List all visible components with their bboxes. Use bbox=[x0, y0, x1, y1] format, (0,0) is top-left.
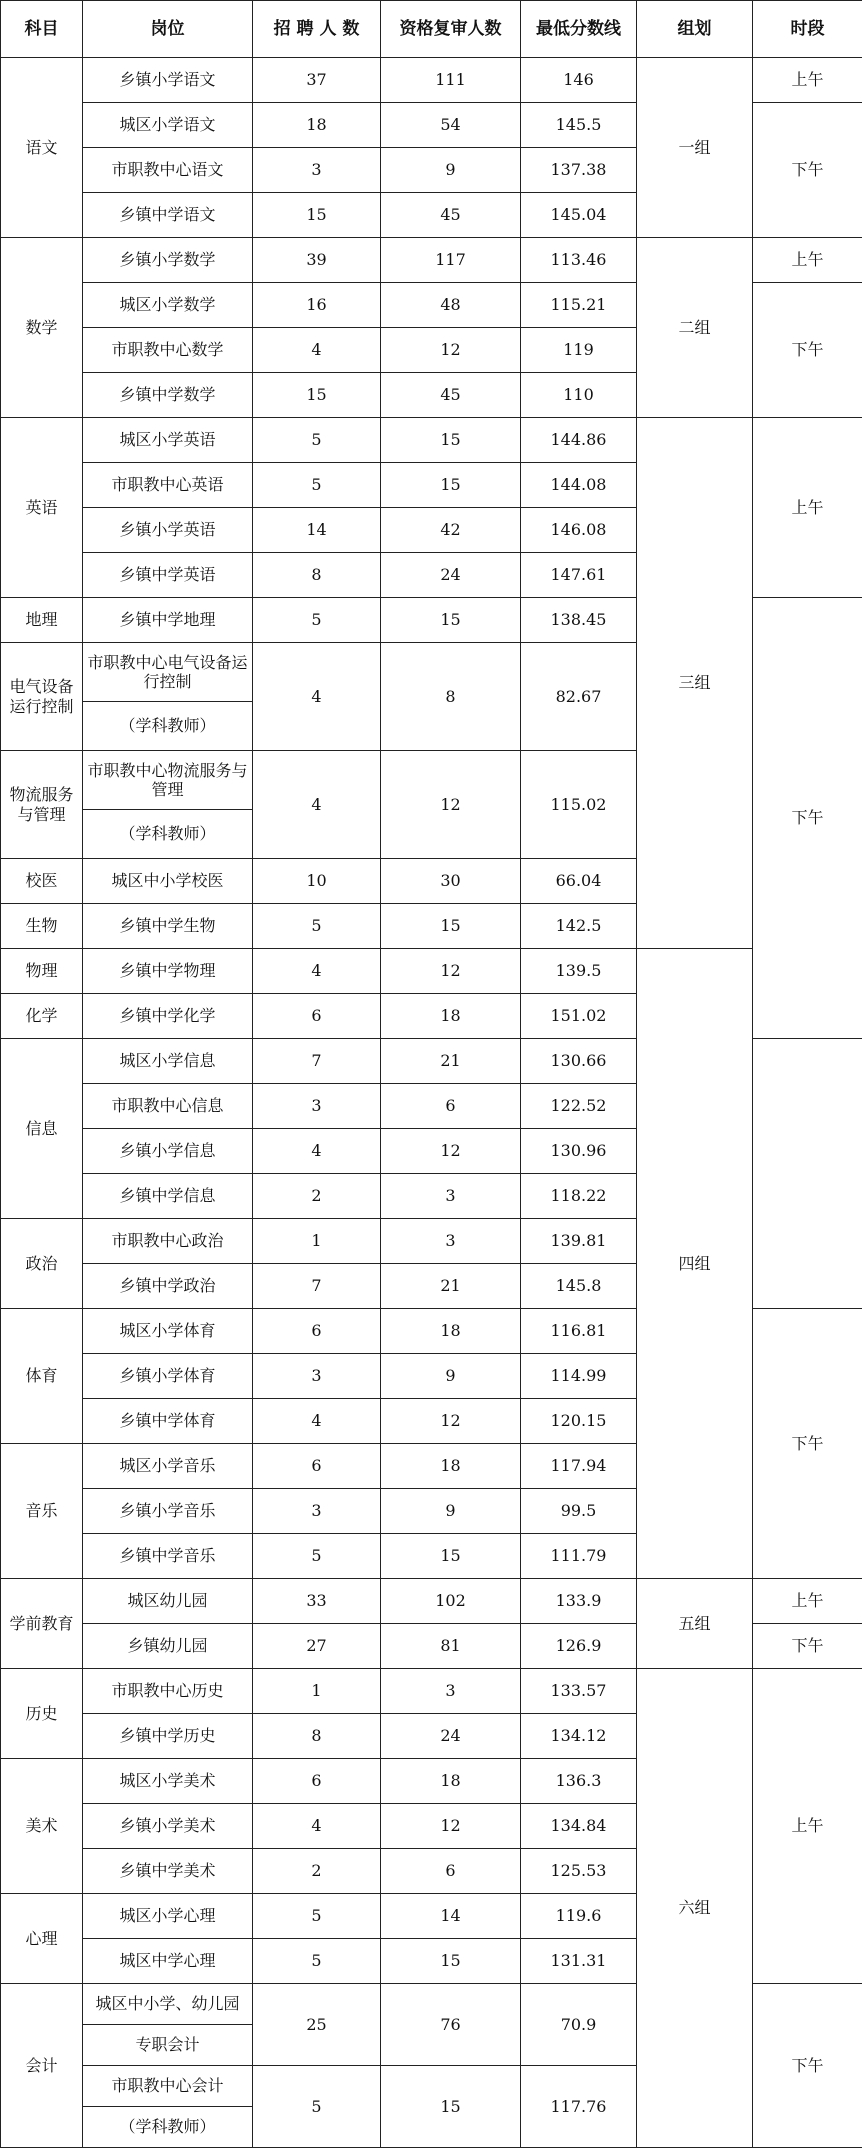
score-cell: 139.81 bbox=[521, 1219, 637, 1264]
recruit-cell: 16 bbox=[253, 283, 381, 328]
score-cell: 130.66 bbox=[521, 1039, 637, 1084]
group-cell: 五组 bbox=[637, 1579, 753, 1669]
recruit-cell: 15 bbox=[253, 193, 381, 238]
recruit-cell: 4 bbox=[253, 751, 381, 859]
position-cell: 乡镇中学语文 bbox=[83, 193, 253, 238]
position-cell: 乡镇小学英语 bbox=[83, 508, 253, 553]
review-cell: 48 bbox=[381, 283, 521, 328]
score-cell: 144.08 bbox=[521, 463, 637, 508]
review-cell: 3 bbox=[381, 1174, 521, 1219]
position-cell: 乡镇中学政治 bbox=[83, 1264, 253, 1309]
position-cell: 乡镇中学美术 bbox=[83, 1849, 253, 1894]
table-row bbox=[1, 238, 862, 283]
subject-cell: 会计 bbox=[1, 1984, 83, 2148]
review-cell: 9 bbox=[381, 1489, 521, 1534]
position-cell: 乡镇中学化学 bbox=[83, 994, 253, 1039]
subject-cell: 生物 bbox=[1, 904, 83, 949]
position-cell: 城区小学美术 bbox=[83, 1759, 253, 1804]
recruit-cell: 8 bbox=[253, 553, 381, 598]
recruit-cell: 5 bbox=[253, 2066, 381, 2148]
score-cell: 125.53 bbox=[521, 1849, 637, 1894]
position-cell: 市职教中心物流服务与管理 bbox=[83, 751, 253, 810]
review-cell: 12 bbox=[381, 751, 521, 859]
period-cell: 下午 bbox=[753, 1309, 862, 1579]
review-cell: 14 bbox=[381, 1894, 521, 1939]
position-note-cell: 专职会计 bbox=[83, 2025, 253, 2066]
review-cell: 76 bbox=[381, 1984, 521, 2066]
review-cell: 54 bbox=[381, 103, 521, 148]
recruit-cell: 6 bbox=[253, 994, 381, 1039]
score-cell: 130.96 bbox=[521, 1129, 637, 1174]
position-cell: 城区小学数学 bbox=[83, 283, 253, 328]
subject-cell: 政治 bbox=[1, 1219, 83, 1309]
review-cell: 6 bbox=[381, 1084, 521, 1129]
period-cell: 下午 bbox=[753, 1984, 862, 2148]
position-cell: 市职教中心语文 bbox=[83, 148, 253, 193]
header-period: 时段 bbox=[753, 1, 862, 58]
position-cell: 乡镇中学地理 bbox=[83, 598, 253, 643]
review-cell: 12 bbox=[381, 1399, 521, 1444]
subject-cell: 地理 bbox=[1, 598, 83, 643]
review-cell: 45 bbox=[381, 373, 521, 418]
score-cell: 82.67 bbox=[521, 643, 637, 751]
position-cell: 乡镇小学美术 bbox=[83, 1804, 253, 1849]
review-cell: 12 bbox=[381, 1804, 521, 1849]
review-cell: 12 bbox=[381, 1129, 521, 1174]
recruit-cell: 18 bbox=[253, 103, 381, 148]
header-review: 资格复审人数 bbox=[381, 1, 521, 58]
score-cell: 151.02 bbox=[521, 994, 637, 1039]
position-cell: 城区小学心理 bbox=[83, 1894, 253, 1939]
review-cell: 102 bbox=[381, 1579, 521, 1624]
score-cell: 117.76 bbox=[521, 2066, 637, 2148]
group-cell: 二组 bbox=[637, 238, 753, 418]
group-cell: 四组 bbox=[637, 949, 753, 1579]
score-cell: 116.81 bbox=[521, 1309, 637, 1354]
score-cell: 134.84 bbox=[521, 1804, 637, 1849]
score-cell: 110 bbox=[521, 373, 637, 418]
recruit-cell: 4 bbox=[253, 949, 381, 994]
review-cell: 15 bbox=[381, 463, 521, 508]
table-row bbox=[1, 58, 862, 103]
review-cell: 24 bbox=[381, 553, 521, 598]
period-cell: 上午 bbox=[753, 1669, 862, 1984]
score-cell: 131.31 bbox=[521, 1939, 637, 1984]
subject-cell: 电气设备运行控制 bbox=[1, 643, 83, 751]
position-cell: 市职教中心英语 bbox=[83, 463, 253, 508]
position-cell: 城区小学英语 bbox=[83, 418, 253, 463]
period-cell: 上午 bbox=[753, 418, 862, 598]
review-cell: 111 bbox=[381, 58, 521, 103]
position-cell: 乡镇中学生物 bbox=[83, 904, 253, 949]
review-cell: 15 bbox=[381, 1534, 521, 1579]
table-row bbox=[1, 949, 862, 994]
review-cell: 3 bbox=[381, 1219, 521, 1264]
subject-cell: 学前教育 bbox=[1, 1579, 83, 1669]
recruit-cell: 5 bbox=[253, 904, 381, 949]
recruit-cell: 5 bbox=[253, 463, 381, 508]
recruit-cell: 3 bbox=[253, 1354, 381, 1399]
review-cell: 15 bbox=[381, 2066, 521, 2148]
recruit-cell: 8 bbox=[253, 1714, 381, 1759]
score-cell: 146.08 bbox=[521, 508, 637, 553]
score-cell: 145.8 bbox=[521, 1264, 637, 1309]
position-cell: 乡镇中学体育 bbox=[83, 1399, 253, 1444]
subject-cell: 音乐 bbox=[1, 1444, 83, 1579]
recruit-cell: 4 bbox=[253, 1804, 381, 1849]
table-row bbox=[1, 418, 862, 463]
position-cell: 市职教中心会计 bbox=[83, 2066, 253, 2107]
recruit-cell: 10 bbox=[253, 859, 381, 904]
review-cell: 9 bbox=[381, 148, 521, 193]
score-cell: 118.22 bbox=[521, 1174, 637, 1219]
recruit-cell: 1 bbox=[253, 1219, 381, 1264]
score-cell: 119.6 bbox=[521, 1894, 637, 1939]
score-cell: 139.5 bbox=[521, 949, 637, 994]
subject-cell: 英语 bbox=[1, 418, 83, 598]
recruit-cell: 3 bbox=[253, 1489, 381, 1534]
subject-cell: 物理 bbox=[1, 949, 83, 994]
score-cell: 122.52 bbox=[521, 1084, 637, 1129]
recruit-cell: 6 bbox=[253, 1759, 381, 1804]
review-cell: 45 bbox=[381, 193, 521, 238]
period-cell: 上午 bbox=[753, 58, 862, 103]
position-cell: 乡镇幼儿园 bbox=[83, 1624, 253, 1669]
subject-cell: 校医 bbox=[1, 859, 83, 904]
position-cell: 乡镇小学信息 bbox=[83, 1129, 253, 1174]
position-cell: 城区小学体育 bbox=[83, 1309, 253, 1354]
score-cell: 117.94 bbox=[521, 1444, 637, 1489]
score-cell: 114.99 bbox=[521, 1354, 637, 1399]
recruit-cell: 39 bbox=[253, 238, 381, 283]
review-cell: 12 bbox=[381, 328, 521, 373]
group-cell: 一组 bbox=[637, 58, 753, 238]
review-cell: 8 bbox=[381, 643, 521, 751]
recruit-cell: 5 bbox=[253, 1894, 381, 1939]
header-position: 岗位 bbox=[83, 1, 253, 58]
score-cell: 70.9 bbox=[521, 1984, 637, 2066]
position-cell: 城区小学音乐 bbox=[83, 1444, 253, 1489]
review-cell: 24 bbox=[381, 1714, 521, 1759]
score-cell: 137.38 bbox=[521, 148, 637, 193]
recruit-cell: 14 bbox=[253, 508, 381, 553]
subject-cell: 物流服务与管理 bbox=[1, 751, 83, 859]
header-group: 组划 bbox=[637, 1, 753, 58]
period-cell: 下午 bbox=[753, 598, 862, 1039]
recruit-cell: 3 bbox=[253, 148, 381, 193]
score-cell: 144.86 bbox=[521, 418, 637, 463]
position-cell: 市职教中心政治 bbox=[83, 1219, 253, 1264]
recruit-cell: 2 bbox=[253, 1849, 381, 1894]
review-cell: 15 bbox=[381, 904, 521, 949]
recruit-cell: 6 bbox=[253, 1444, 381, 1489]
review-cell: 6 bbox=[381, 1849, 521, 1894]
review-cell: 15 bbox=[381, 418, 521, 463]
position-cell: 城区中小学校医 bbox=[83, 859, 253, 904]
score-cell: 147.61 bbox=[521, 553, 637, 598]
position-cell: 市职教中心历史 bbox=[83, 1669, 253, 1714]
header-recruit: 招 聘 人 数 bbox=[253, 1, 381, 58]
score-cell: 66.04 bbox=[521, 859, 637, 904]
score-cell: 120.15 bbox=[521, 1399, 637, 1444]
recruit-cell: 4 bbox=[253, 328, 381, 373]
score-cell: 142.5 bbox=[521, 904, 637, 949]
position-cell: 城区幼儿园 bbox=[83, 1579, 253, 1624]
header-row bbox=[1, 1, 862, 58]
position-cell: 乡镇中学音乐 bbox=[83, 1534, 253, 1579]
recruit-cell: 5 bbox=[253, 598, 381, 643]
review-cell: 117 bbox=[381, 238, 521, 283]
score-cell: 145.04 bbox=[521, 193, 637, 238]
recruit-cell: 27 bbox=[253, 1624, 381, 1669]
position-note-cell: （学科教师） bbox=[83, 2107, 253, 2148]
subject-cell: 信息 bbox=[1, 1039, 83, 1219]
review-cell: 15 bbox=[381, 598, 521, 643]
score-cell: 136.3 bbox=[521, 1759, 637, 1804]
recruit-cell: 4 bbox=[253, 643, 381, 751]
recruit-cell: 3 bbox=[253, 1084, 381, 1129]
score-cell: 133.57 bbox=[521, 1669, 637, 1714]
score-cell: 133.9 bbox=[521, 1579, 637, 1624]
position-cell: 城区小学信息 bbox=[83, 1039, 253, 1084]
recruit-cell: 2 bbox=[253, 1174, 381, 1219]
table-row bbox=[1, 1669, 862, 1714]
recruit-cell: 4 bbox=[253, 1129, 381, 1174]
score-cell: 115.21 bbox=[521, 283, 637, 328]
group-cell: 六组 bbox=[637, 1669, 753, 2148]
review-cell: 21 bbox=[381, 1039, 521, 1084]
group-cell: 三组 bbox=[637, 418, 753, 949]
period-cell: 下午 bbox=[753, 103, 862, 238]
position-cell: 市职教中心数学 bbox=[83, 328, 253, 373]
recruit-cell: 5 bbox=[253, 1534, 381, 1579]
position-cell: 城区小学语文 bbox=[83, 103, 253, 148]
score-cell: 126.9 bbox=[521, 1624, 637, 1669]
recruit-cell: 6 bbox=[253, 1309, 381, 1354]
score-cell: 113.46 bbox=[521, 238, 637, 283]
score-cell: 115.02 bbox=[521, 751, 637, 859]
subject-cell: 数学 bbox=[1, 238, 83, 418]
review-cell: 30 bbox=[381, 859, 521, 904]
review-cell: 18 bbox=[381, 1309, 521, 1354]
review-cell: 18 bbox=[381, 1759, 521, 1804]
position-cell: 乡镇小学语文 bbox=[83, 58, 253, 103]
header-subject: 科目 bbox=[1, 1, 83, 58]
position-cell: 城区中学心理 bbox=[83, 1939, 253, 1984]
review-cell: 18 bbox=[381, 994, 521, 1039]
subject-cell: 体育 bbox=[1, 1309, 83, 1444]
position-cell: 市职教中心电气设备运行控制 bbox=[83, 643, 253, 702]
score-cell: 99.5 bbox=[521, 1489, 637, 1534]
period-cell: 下午 bbox=[753, 1624, 862, 1669]
position-note-cell: （学科教师） bbox=[83, 702, 253, 751]
review-cell: 15 bbox=[381, 1939, 521, 1984]
score-cell: 134.12 bbox=[521, 1714, 637, 1759]
recruit-cell: 15 bbox=[253, 373, 381, 418]
position-cell: 乡镇中学英语 bbox=[83, 553, 253, 598]
recruit-cell: 33 bbox=[253, 1579, 381, 1624]
position-cell: 乡镇小学数学 bbox=[83, 238, 253, 283]
review-cell: 12 bbox=[381, 949, 521, 994]
position-cell: 乡镇中学历史 bbox=[83, 1714, 253, 1759]
recruit-cell: 1 bbox=[253, 1669, 381, 1714]
period-cell: 下午 bbox=[753, 283, 862, 418]
recruit-cell: 37 bbox=[253, 58, 381, 103]
subject-cell: 化学 bbox=[1, 994, 83, 1039]
score-cell: 119 bbox=[521, 328, 637, 373]
header-min-score: 最低分数线 bbox=[521, 1, 637, 58]
table-row bbox=[1, 1579, 862, 1624]
position-note-cell: （学科教师） bbox=[83, 810, 253, 859]
recruit-cell: 7 bbox=[253, 1264, 381, 1309]
position-cell: 乡镇小学体育 bbox=[83, 1354, 253, 1399]
score-cell: 145.5 bbox=[521, 103, 637, 148]
position-cell: 乡镇中学信息 bbox=[83, 1174, 253, 1219]
subject-cell: 心理 bbox=[1, 1894, 83, 1984]
position-cell: 乡镇中学数学 bbox=[83, 373, 253, 418]
review-cell: 42 bbox=[381, 508, 521, 553]
recruit-cell: 5 bbox=[253, 418, 381, 463]
review-cell: 21 bbox=[381, 1264, 521, 1309]
period-cell: 上午 bbox=[753, 238, 862, 283]
review-cell: 3 bbox=[381, 1669, 521, 1714]
review-cell: 81 bbox=[381, 1624, 521, 1669]
review-cell: 9 bbox=[381, 1354, 521, 1399]
review-cell: 18 bbox=[381, 1444, 521, 1489]
score-cell: 111.79 bbox=[521, 1534, 637, 1579]
recruit-cell: 25 bbox=[253, 1984, 381, 2066]
recruit-cell: 5 bbox=[253, 1939, 381, 1984]
subject-cell: 美术 bbox=[1, 1759, 83, 1894]
period-cell: 上午 bbox=[753, 1579, 862, 1624]
score-cell: 146 bbox=[521, 58, 637, 103]
subject-cell: 历史 bbox=[1, 1669, 83, 1759]
subject-cell: 语文 bbox=[1, 58, 83, 238]
recruit-cell: 4 bbox=[253, 1399, 381, 1444]
position-cell: 城区中小学、幼儿园 bbox=[83, 1984, 253, 2025]
position-cell: 乡镇小学音乐 bbox=[83, 1489, 253, 1534]
recruit-cell: 7 bbox=[253, 1039, 381, 1084]
score-cell: 138.45 bbox=[521, 598, 637, 643]
position-cell: 市职教中心信息 bbox=[83, 1084, 253, 1129]
position-cell: 乡镇中学物理 bbox=[83, 949, 253, 994]
